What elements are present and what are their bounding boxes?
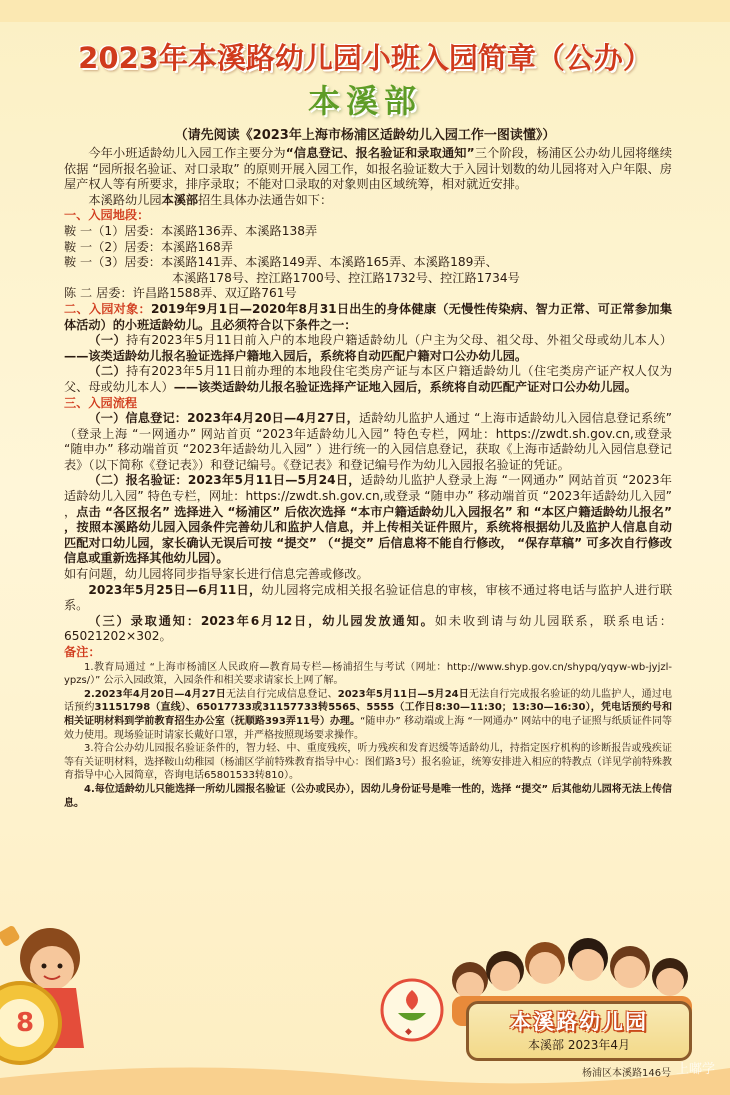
condition-text: 持有2023年5月11日前入户的本地段户籍适龄幼儿（户主为父母、祖父母、外祖父母或幼儿本人） — [126, 333, 673, 348]
step-text-bold: 点击 “各区报名” 选择进入 “杨浦区” 后依次选择 “本市户籍适龄幼儿入园报名” 和 “本区户籍适龄幼儿报名” ，按照本溪路幼儿园入园条件完善幼儿和监护人信息，并上传相关证件照片，系统将根据幼儿及监护人信息自动匹配对口幼儿园，家长确认无误后可按 “提交” （“提交” 后信息将不能自行修改， “保存草稿” 可多次自行修改信息或重新选择其他幼儿园）。 — [64, 504, 673, 566]
step-text: 适龄幼儿监护人登录上海 “一网通办” 网站首页 “2023年适龄幼儿入园” 特色专栏，网址：https://zwdt.sh.gov.cn,或登录 “随申办” 移动端首页 “2023年适龄幼儿入园” ， — [64, 473, 672, 519]
area-value: 本溪路141弄、本溪路149弄、本溪路165弄、本溪路189弄、 — [160, 255, 498, 270]
note-text: 无法自行完成报名验证的幼儿监护人，通过电话预约 — [64, 688, 673, 714]
note-phone: 31151798（直线）、65017733或31157733转5565、5555（工作日8:30—11:30；13:30—16:30），凭电话预约号和相关证明材料到学前教育招生办公室（抚顺路393弄11号）办理。 — [64, 702, 672, 727]
area-row — [64, 255, 672, 271]
note-text: “随申办” 移动端或上海 “一网通办” 网站中的电子证照与纸质证件同等效力使用。现场验证时请家长戴好口罩，并严格按照现场要求操作。 — [64, 715, 672, 741]
process-step-2 — [64, 473, 672, 567]
note-1: 1.教育局通过 “上海市杨浦区人民政府—教育局专栏—杨浦招生与考试（网址：http://www.shyp.gov.cn/shypq/yqyw-wb-jyjzl-ypzs/）” 公示入园政策，入园条件和相关要求请家长上网了解。 — [64, 661, 672, 687]
condition-text: 持有2023年5月11日前办理的本地段住宅类房产证与本区户籍适龄幼儿（住宅类房产证产权人仅为父、母或幼儿本人） — [64, 364, 673, 394]
area-row — [64, 240, 672, 256]
area-row: 陈 二 居委：许昌路1588弄、双辽路761号 — [64, 286, 297, 301]
condition-2 — [64, 364, 672, 395]
target-text: 2019年9月1日—2020年8月31日出生的身体健康（无慢性传染病、智力正常、可正常参加集体活动）的小班适龄幼儿。且必须符合以下条件之一： — [64, 301, 673, 332]
condition-num: （一） — [88, 333, 127, 348]
svg-text:◆: ◆ — [405, 1027, 412, 1037]
footer-address: 杨浦区本溪路146号 — [582, 1068, 672, 1079]
section-heading-target: 二、入园对象： — [64, 301, 151, 316]
main-content — [64, 146, 672, 810]
school-name-badge — [466, 1001, 692, 1061]
badge-subtitle: 本溪部 2023年4月 — [528, 1038, 630, 1052]
area-row — [64, 224, 672, 240]
process-step-1 — [64, 411, 672, 473]
area-value: 本溪路168弄 — [160, 239, 233, 254]
area-value: 本溪路136弄、本溪路138弄 — [160, 223, 318, 238]
step-title: （一）信息登记：2023年4月20日—4月27日， — [88, 411, 359, 426]
note-date: 2023年5月11日—5月24日 — [337, 688, 469, 700]
section-heading-process: 三、入园流程 — [64, 395, 138, 410]
process-step-3 — [64, 614, 672, 645]
condition-result: ——该类适龄幼儿报名验证选择产证地入园后，系统将自动匹配产证对口公办幼儿园。 — [173, 379, 637, 394]
intro-stages: “信息登记、报名验证和录取通知” — [285, 146, 475, 160]
area-label: 鞍 一（1）居委： — [64, 223, 161, 238]
intro-school: 本溪路幼儿园 — [88, 192, 162, 207]
area-label: 鞍 一（3）居委： — [64, 255, 161, 270]
page-title: 2023年本溪路幼儿园小班入园简章（公办） — [78, 41, 652, 75]
watermark: 上嘟学 — [676, 1062, 716, 1077]
notes-heading: 备注： — [64, 645, 101, 659]
intro-paragraph-2 — [64, 193, 672, 209]
process-review — [64, 583, 672, 614]
school-logo — [382, 980, 442, 1040]
step-text: 如未收到请与幼儿园联系，联系电话：65021202×302。 — [64, 613, 672, 644]
condition-num: （二） — [88, 364, 127, 379]
review-text: 幼儿园将完成相关报名验证信息的审核，审核不通过将电话与监护人进行联系。 — [64, 582, 673, 613]
review-date: 2023年5月25日—6月11日， — [88, 582, 262, 597]
intro-paragraph — [64, 146, 672, 193]
condition-result: ——该类适龄幼儿报名验证选择户籍地入园后，系统将自动匹配户籍对口公办幼儿园。 — [64, 348, 528, 363]
intro-announce: 招生具体办法通告如下： — [198, 192, 333, 207]
top-border — [0, 0, 730, 22]
intro-text: 今年小班适龄幼儿入园工作主要分为 — [88, 146, 286, 160]
page-subtitle: 本溪部 — [307, 82, 422, 120]
section-target — [64, 302, 672, 333]
step-title: （三）录取通知：2023年6月12日，幼儿园发放通知。 — [88, 613, 435, 628]
reading-notice: （请先阅读《2023年上海市杨浦区适龄幼儿入园工作一图读懂》） — [174, 128, 556, 143]
step-text: 适龄幼儿监护人通过 “上海市适龄幼儿入园信息登记系统” （登录上海 “一网通办” 网站首页 “2023年适龄幼儿入园” 特色专栏，网址：https://zwdt.sh.gov.cn,或登录 “随申办” 移动端首页 “2023年适龄幼儿入园” ）进行统一的入园信息登记，获取《上海市适龄幼儿入园信息登记表》（以下简称《登记表》）和登记编号。《登记表》和登记编号作为幼儿入园报名验证的凭证。 — [64, 411, 672, 472]
section-heading-area: 一、入园地段： — [64, 208, 150, 223]
note-4: 4.每位适龄幼儿只能选择一所幼儿园报名验证（公办或民办），因幼儿身份证号是唯一性的，选择 “提交” 后其他幼儿园将无法上传信息。 — [64, 783, 672, 809]
area-row-cont: 本溪路178号、控江路1700号、控江路1732号、控江路1734号 — [172, 270, 520, 285]
note-2 — [64, 688, 672, 742]
condition-1 — [64, 333, 672, 364]
step-title: （二）报名验证：2023年5月11日—5月24日， — [88, 473, 361, 488]
badge-title: 本溪路幼儿园 — [510, 1010, 648, 1034]
process-note: 如有问题，幼儿园将同步指导家长进行信息完善或修改。 — [64, 567, 369, 582]
intro-text-cont: 三个阶段，杨浦区公办幼儿园将继续依据 “园所报名验证、对口录取” 的原则开展入园工作，如报名验证数大于入园计划数的幼儿园将对入户年限、房屋产权人等有所要求，排序录取；不能对口录取的对象则由区域统筹，相对就近安排。 — [64, 146, 673, 192]
intro-campus: 本溪部 — [161, 192, 199, 207]
note-text: 无法自行完成信息登记、 — [225, 688, 338, 700]
svg-text:8: 8 — [16, 1008, 35, 1038]
school-logo-left — [0, 983, 60, 1063]
note-3: 3.符合公办幼儿园报名验证条件的，智力轻、中、重度残疾，听力残疾和发育迟缓等适龄幼儿，持指定医疗机构的诊断报告或残疾证等有关证明材料，选择鞍山幼稚园（杨浦区学前特殊教育指导中心：图们路3号）报名验证，统筹安排进入相应的特教点（详见学前特殊教育指导中心入园简章，咨询电话65801533转810）。 — [64, 743, 672, 782]
notes-list — [64, 661, 672, 811]
note-date: 2.2023年4月20日—4月27日 — [84, 688, 226, 700]
area-label: 鞍 一（2）居委： — [64, 239, 161, 254]
